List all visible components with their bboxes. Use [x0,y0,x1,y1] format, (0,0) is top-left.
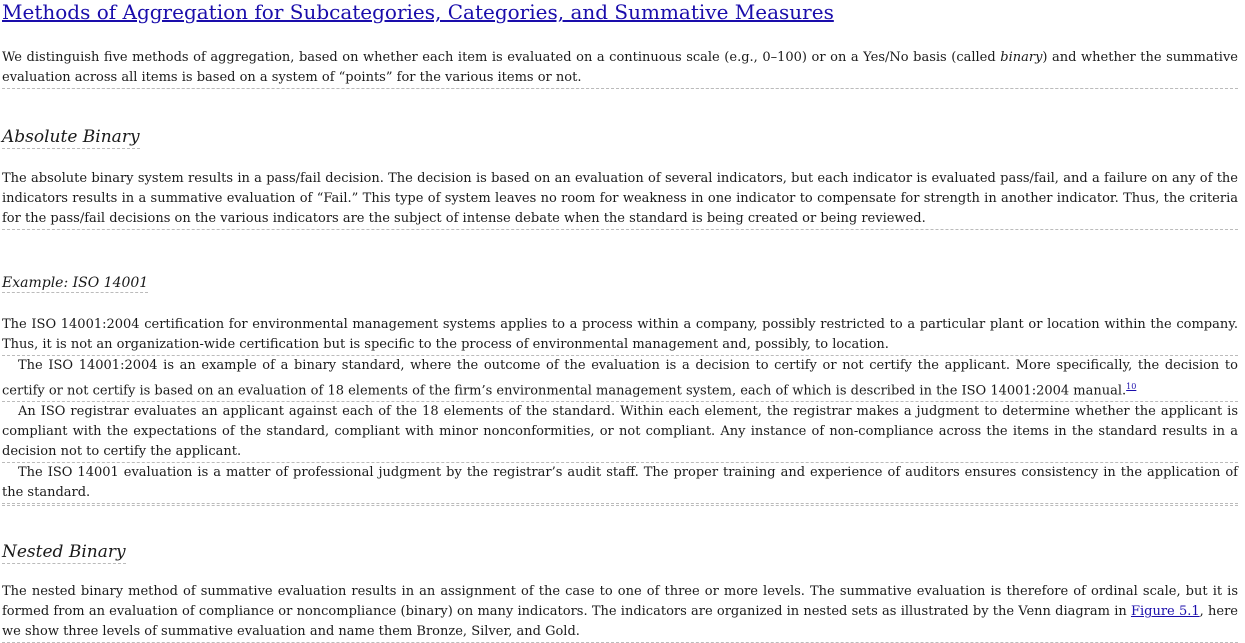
intro-text-b: ) and whether the summative evaluation across all items is based on a system of “points” for the various items or not. [2,50,1238,85]
intro-paragraph [2,48,1238,89]
intro-text-a: We distinguish five methods of aggregation, based on whether each item is evaluated on a continuous scale (e.g., 0–100) or on a Yes/No basis (called [2,50,1001,65]
iso-paragraph-2-text: The ISO 14001:2004 is an example of a binary standard, where the outcome of the evaluation is a decision to certify or not certify the applicant. More specifically, the decision to certify or not certify is based on an evaluation of 18 elements of the firm’s environmental management system, each of which is described in the ISO 14001:2004 manual. [2,358,1238,399]
page-title-link[interactable]: Methods of Aggregation for Subcategories, Categories, and Summative Measures [2,0,834,24]
footnote-link[interactable]: 10 [1126,382,1137,391]
heading-absolute-binary: Absolute Binary [2,127,140,147]
nested-binary-paragraph [2,582,1238,643]
heading-example-iso: Example: ISO 14001 [2,275,149,291]
nested-text-b: , here we show three levels of summative evaluation and name them Bronze, Silver, and Gold. [2,604,1238,640]
figure-link[interactable]: Figure 5.1 [1130,604,1200,620]
nested-text-a: The nested binary method of summative evaluation results in an assignment of the case to one of three or more levels. The summative evaluation is therefore of ordinal scale, but it is formed from an evaluation of compliance or noncompliance (binary) on many indicators. The indicators are organized in nested sets as illustrated by the Venn diagram in [2,584,1238,620]
absolute-binary-paragraph: The absolute binary system results in a pass/fail decision. The decision is based on an evaluation of several indicators, but each indicator is evaluated pass/fail, and a failure on any of the indicators results in a summative evaluation of “Fail.” This type of system leaves no room for weakness in one indicator to compensate for strength in another indicator. Thus, the criteria for the pass/fail decisions on the various indicators are the subject of intense debate when the standard is being created or being reviewed. [2,169,1238,230]
iso-paragraph-1: The ISO 14001:2004 certification for environmental management systems applies to a process within a company, possibly restricted to a particular plant or location within the company. Thus, it is not an organization-wide certification but is specific to the process of environmental management and, possibly, to location. [2,315,1238,356]
iso-paragraph-3: An ISO registrar evaluates an applicant against each of the 18 elements of the standard. Within each element, the registrar makes a judgment to determine whether the applicant is compliant with the expectations of the standard, compliant with minor nonconformities, or not compliant. Any instance of non-compliance across the items in the standard results in a decision not to certify the applicant. [2,402,1238,463]
heading-nested-binary: Nested Binary [2,542,126,563]
page-title [2,0,1238,24]
iso-paragraph-4: The ISO 14001 evaluation is a matter of professional judgment by the registrar’s audit staff. The proper training and experience of auditors ensures consistency in the application of the standard. [2,463,1238,504]
intro-emphasis: binary [1000,50,1043,65]
iso-paragraph-2 [2,356,1238,402]
